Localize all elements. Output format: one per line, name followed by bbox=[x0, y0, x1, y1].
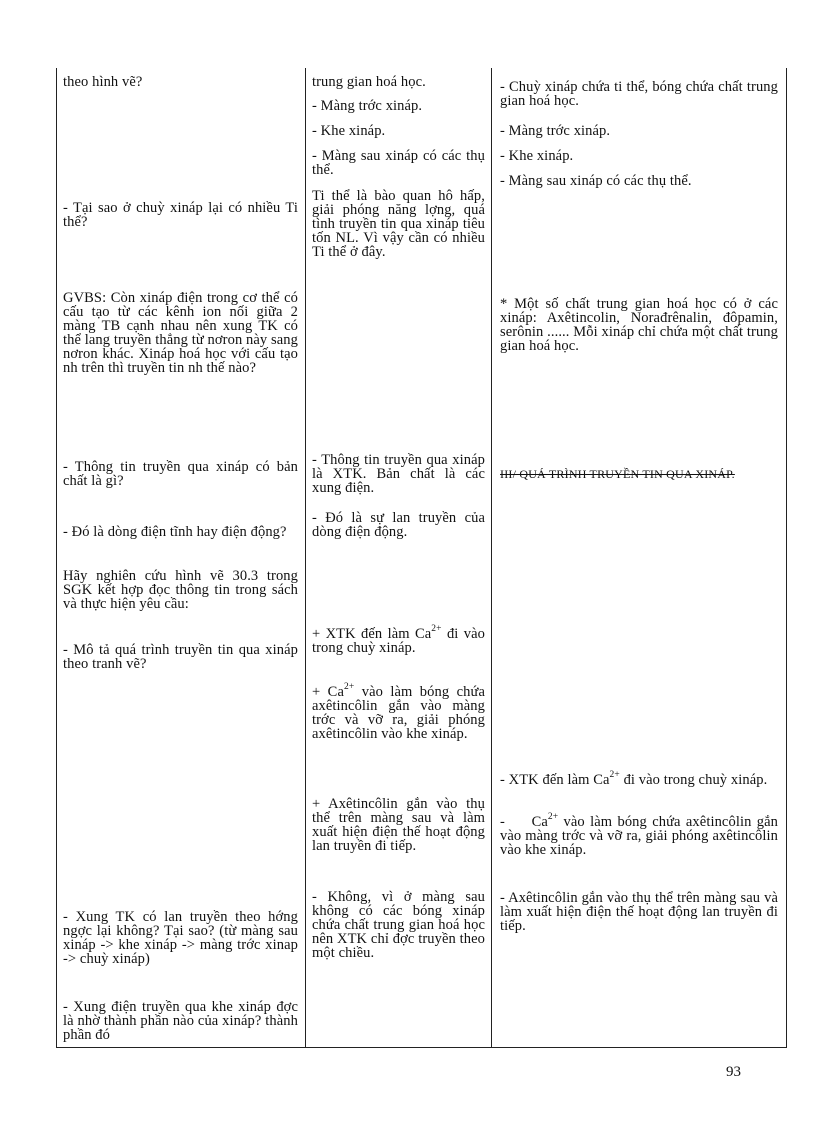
col3-calcium2-prefix: Ca bbox=[531, 814, 548, 830]
col3-calcium-suffix: đi vào trong chuỳ xináp. bbox=[623, 772, 768, 788]
col3-calcium2-suffix: vào làm bóng chứa axêtincôlin gắn vào màng trớc và vỡ ra, giải phóng axêtincôlin vào khe xináp. bbox=[500, 814, 778, 858]
col3-text-4: - Màng sau xináp có các thụ thể. bbox=[500, 173, 692, 189]
col1-text-7: - Mô tả quá trình truyền tin qua xináp theo tranh vẽ? bbox=[63, 642, 298, 672]
col3-calcium-prefix: - XTK đến làm Ca bbox=[500, 772, 610, 788]
col2-text-5: Ti thể là bào quan hô hấp, giải phóng năng lợng, quá tình truyền tin qua xináp tiêu tốn NL. Vì vậy cần có nhiều Ti thể ở đây. bbox=[312, 188, 485, 260]
col2-text-1: trung gian hoá học. bbox=[312, 74, 426, 90]
page-number: 93 bbox=[726, 1064, 741, 1080]
col2-text-11: - Không, vì ở màng sau không có các bóng xináp chứa chất trung gian hoá học nên XTK chỉ đợc truyền theo một chiều. bbox=[312, 889, 485, 961]
col2-calcium-charge: 2+ bbox=[431, 624, 442, 635]
col2-text-6: - Thông tin truyền qua xináp là XTK. Bản chất là các xung điện. bbox=[312, 452, 485, 496]
col2-calcium2-prefix: + Ca bbox=[312, 684, 344, 700]
col3-text-7 bbox=[500, 770, 778, 788]
col1-text-5: - Đó là dòng điện tĩnh hay điện động? bbox=[63, 524, 287, 540]
col2-text-4: - Màng sau xináp có các thụ thể. bbox=[312, 148, 485, 178]
col2-calcium2-suffix: vào làm bóng chứa axêtincôlin gắn vào màng trớc và vỡ ra, giải phóng axêtincôlin vào khe xináp. bbox=[312, 684, 485, 742]
column-divider-1 bbox=[305, 68, 306, 1047]
table-bottom-border bbox=[56, 1047, 787, 1048]
col2-text-2: - Màng trớc xináp. bbox=[312, 98, 423, 114]
col1-text-1: theo hình vẽ? bbox=[63, 74, 143, 90]
table-left-border bbox=[56, 68, 57, 1047]
col3-text-5: * Một số chất trung gian hoá học có ở các xináp: Axêtincolin, Norađrênalin, đôpamin, serônin ...... Mỗi xináp chỉ chứa một chất trung gian hoá học. bbox=[500, 296, 778, 354]
col2-calcium-suffix: đi vào trong chuỳ xináp. bbox=[312, 626, 485, 656]
col3-text-3: - Khe xináp. bbox=[500, 148, 574, 164]
col1-text-4: - Thông tin truyền qua xináp có bản chất là gì? bbox=[63, 459, 298, 489]
col3-dash: - bbox=[500, 814, 505, 830]
col2-calcium-prefix: + XTK đến làm Ca bbox=[312, 626, 432, 642]
col3-text-9: - Axêtincôlin gắn vào thụ thể trên màng sau và làm xuất hiện điện thế hoạt động lan truyền đi tiếp. bbox=[500, 890, 778, 934]
col3-text-2: - Màng trớc xináp. bbox=[500, 123, 611, 139]
column-divider-2 bbox=[491, 68, 492, 1047]
col1-text-3: GVBS: Còn xináp điện trong cơ thể có cấu tạo từ các kênh ion nối giữa 2 màng TB cạnh nhau nên xung TK có thể lang truyền thẳng từ nơron này sang nơron khác. Xináp hoá học với cấu tạo nh trên thì truyền tin nh thế nào? bbox=[63, 290, 298, 376]
col1-text-9: - Xung điện truyền qua khe xináp đợc là nhờ thành phần nào của xináp? thành phần đó bbox=[63, 999, 298, 1043]
col3-calcium-charge: 2+ bbox=[609, 770, 620, 781]
col2-calcium2-charge: 2+ bbox=[344, 682, 355, 693]
col2-text-9 bbox=[312, 682, 485, 742]
col3-calcium2-charge: 2+ bbox=[547, 812, 559, 823]
col3-text-1: - Chuỳ xináp chứa ti thể, bóng chứa chất trung gian hoá học. bbox=[500, 79, 778, 109]
col1-text-6: Hãy nghiên cứu hình vẽ 30.3 trong SGK kết hợp đọc thông tin trong sách và thực hiện yêu cầu: bbox=[63, 568, 298, 612]
col1-text-8: - Xung TK có lan truyền theo hớng ngợc lại không? Tại sao? (từ màng sau xináp -> khe xináp -> màng trớc xinap -> chuỳ xináp) bbox=[63, 909, 298, 967]
col2-text-8 bbox=[312, 624, 485, 656]
section-heading-struck: III/ QUÁ TRÌNH TRUYỀN TIN QUA XINÁP. bbox=[500, 467, 735, 481]
table-right-border bbox=[786, 68, 787, 1047]
col3-text-8 bbox=[500, 812, 778, 858]
col2-text-3: - Khe xináp. bbox=[312, 123, 386, 139]
col2-text-7: - Đó là sự lan truyền của dòng điện động. bbox=[312, 510, 485, 540]
col1-text-2: - Tại sao ở chuỳ xináp lại có nhiều Ti thể? bbox=[63, 200, 298, 230]
col2-text-10: + Axêtincôlin gắn vào thụ thể trên màng sau và làm xuất hiện điện thế hoạt động lan truyền đi tiếp. bbox=[312, 796, 485, 854]
